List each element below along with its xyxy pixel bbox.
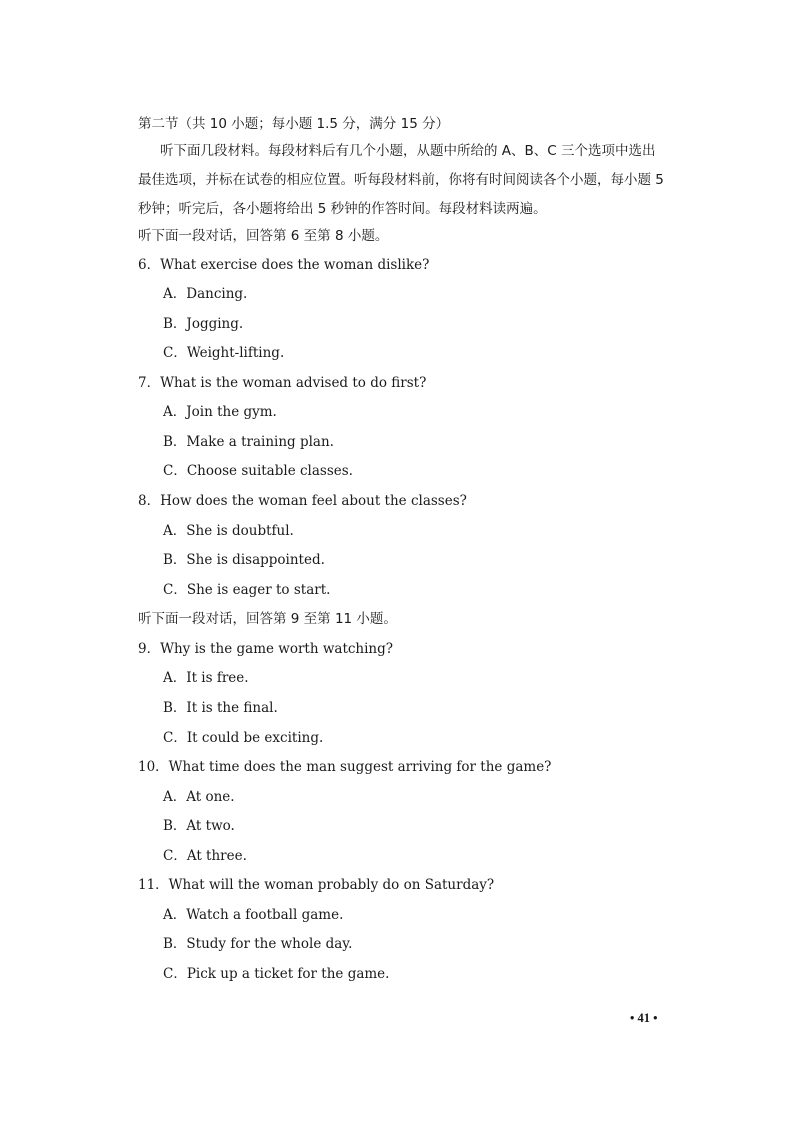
question-8-option-b: B．She is disappointed. (163, 552, 325, 568)
question-7-option-a: A．Join the gym. (163, 404, 277, 420)
question-11-option-c: C．Pick up a ticket for the game. (163, 966, 390, 982)
question-9-option-a: A．It is free. (163, 670, 249, 686)
dialogue-2-intro: 听下面一段对话，回答第 9 至第 11 小题。 (138, 611, 397, 627)
question-6-option-b: B．Jogging. (163, 316, 244, 332)
question-10-stem: 10．What time does the man suggest arriving for the game? (138, 759, 552, 775)
question-8-option-a: A．She is doubtful. (163, 523, 294, 539)
question-7-option-c: C．Choose suitable classes. (163, 463, 353, 479)
question-10-option-a: A．At one. (163, 789, 235, 805)
dialogue-1-intro: 听下面一段对话，回答第 6 至第 8 小题。 (138, 228, 389, 244)
question-6-option-c: C．Weight-lifting. (163, 345, 285, 361)
question-6-option-a: A．Dancing. (163, 286, 248, 302)
section-header: 第二节（共 10 小题；每小题 1.5 分，满分 15 分） (138, 116, 450, 132)
question-11-option-b: B．Study for the whole day. (163, 936, 353, 952)
page-number: • 41 • (630, 1011, 658, 1025)
question-8-option-c: C．She is eager to start. (163, 582, 331, 598)
question-11-option-a: A．Watch a football game. (163, 907, 344, 923)
question-10-option-c: C．At three. (163, 848, 247, 864)
question-11-stem: 11．What will the woman probably do on Saturday? (138, 877, 495, 893)
question-7-stem: 7．What is the woman advised to do first? (138, 375, 427, 391)
question-9-stem: 9．Why is the game worth watching? (138, 641, 394, 657)
section-instructions: 听下面几段材料。每段材料后有几个小题，从题中所给的 A、B、C 三个选项中选出最佳选项，并标在试卷的相应位置。听每段材料前，你将有时间阅读各个小题，每小题 5 秒钟；听完后，各小题将给出 5 秒钟的作答时间。每段材料读两遍。 (138, 143, 664, 217)
question-9-option-b: B．It is the final. (163, 700, 278, 716)
question-8-stem: 8．How does the woman feel about the classes? (138, 493, 467, 509)
question-9-option-c: C．It could be exciting. (163, 730, 324, 746)
question-6-stem: 6．What exercise does the woman dislike? (138, 257, 430, 273)
question-10-option-b: B．At two. (163, 818, 235, 834)
question-7-option-b: B．Make a training plan. (163, 434, 334, 450)
